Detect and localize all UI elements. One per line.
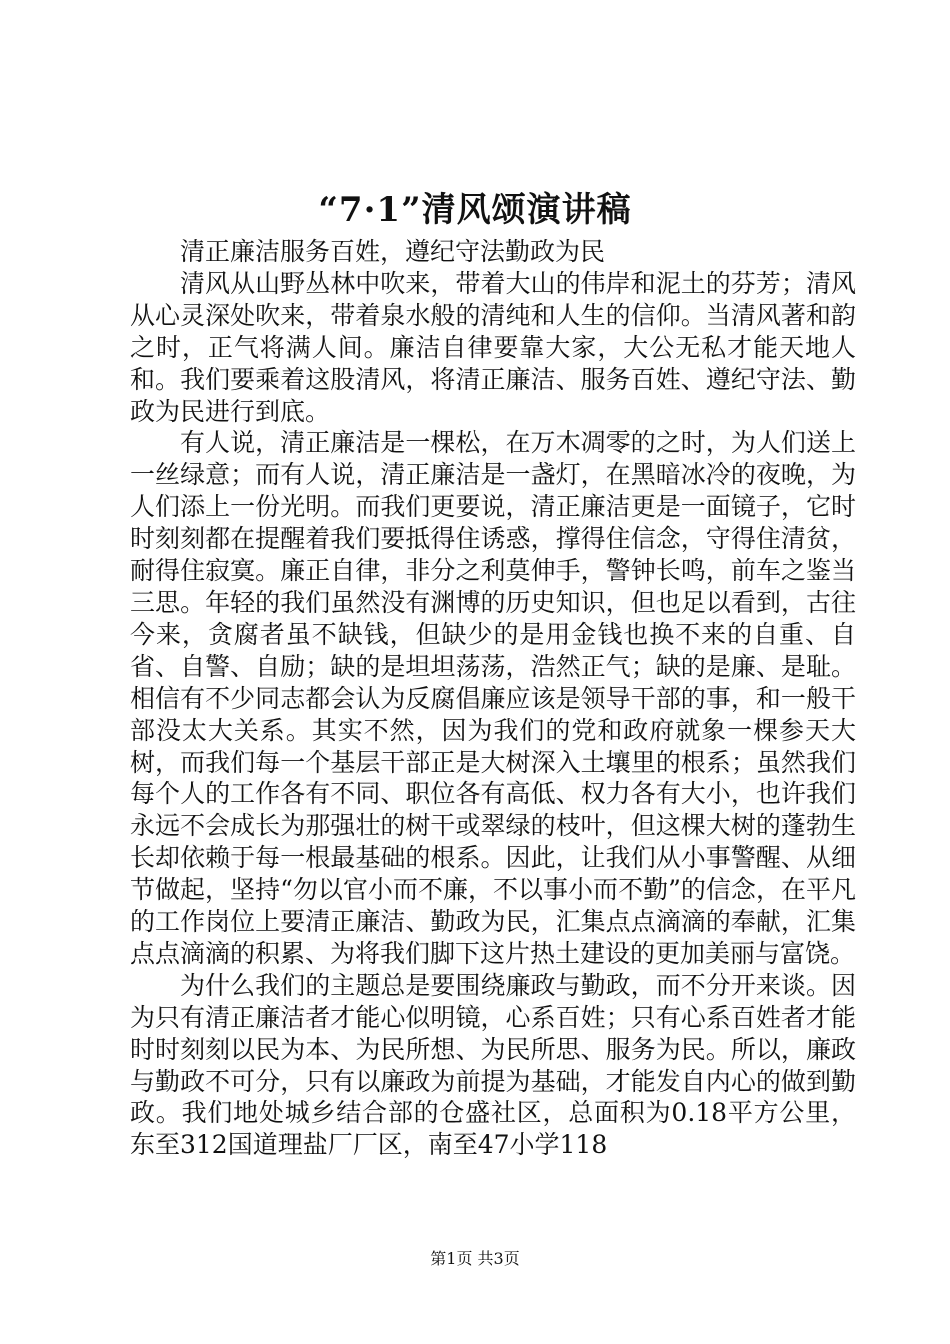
paragraph-subtitle: 清正廉洁服务百姓，遵纪守法勤政为民	[180, 237, 606, 266]
document-title: “7·1”清风颂演讲稿	[318, 190, 632, 230]
paragraph: 有人说，清正廉洁是一棵松，在万木凋零的之时，为人们送上一丝绿意；而有人说，清正廉洁是一盏灯，在黑暗冰冷的夜晚，为人们添上一份光明。而我们更要说，清正廉洁更是一面镜子，它时时刻刻都在提醒着我们要抵得住诱惑，撑得住信念，守得住清贫，耐得住寂寞。廉正自律，非分之利莫伸手，警钟长鸣，前车之鉴当三思。年轻的我们虽然没有渊博的历史知识，但也足以看到，古往今来，贪腐者虽不缺钱，但缺少的是用金钱也换不来的自重、自省、自警、自励；缺的是坦坦荡荡，浩然正气；缺的是廉、是耻。相信有不少同志都会认为反腐倡廉应该是领导干部的事，和一般干部没太大关系。其实不然，因为我们的党和政府就象一棵参天大树，而我们每一个基层干部正是大树深入土壤里的根系；虽然我们每个人的工作各有不同、职位各有高低、权力各有大小，也许我们永远不会成长为那强壮的树干或翠绿的枝叶，但这棵大树的蓬勃生长却依赖于每一根最基础的根系。因此，让我们从小事警醒、从细节做起，坚持“勿以官小而不廉，不以事小而不勤”的信念，在平凡的工作岗位上要清正廉洁、勤政为民，汇集点点滴滴的奉献，汇集点点滴滴的积累、为将我们脚下这片热土建设的更加美丽与富饶。	[130, 428, 856, 968]
paragraph: 为什么我们的主题总是要围绕廉政与勤政，而不分开来谈。因为只有清正廉洁者才能心似明镜，心系百姓；只有心系百姓者才能时时刻刻以民为本、为民所想、为民所思、服务为民。所以，廉政与勤政不可分，只有以廉政为前提为基础，才能发自内心的做到勤政。我们地处城乡结合部的仓盛社区，总面积为0.18平方公里，东至312国道理盐厂厂区，南至47小学118	[130, 970, 856, 1160]
document-body	[130, 236, 856, 1161]
paragraph: 清风从山野丛林中吹来，带着大山的伟岸和泥土的芬芳；清风从心灵深处吹来，带着泉水般的清纯和人生的信仰。当清风著和韵之时，正气将满人间。廉洁自律要靠大家，大公无私才能天地人和。我们要乘着这股清风，将清正廉洁、服务百姓、遵纪守法、勤政为民进行到底。	[130, 268, 856, 426]
page-footer: 第1页 共3页	[430, 1249, 520, 1268]
